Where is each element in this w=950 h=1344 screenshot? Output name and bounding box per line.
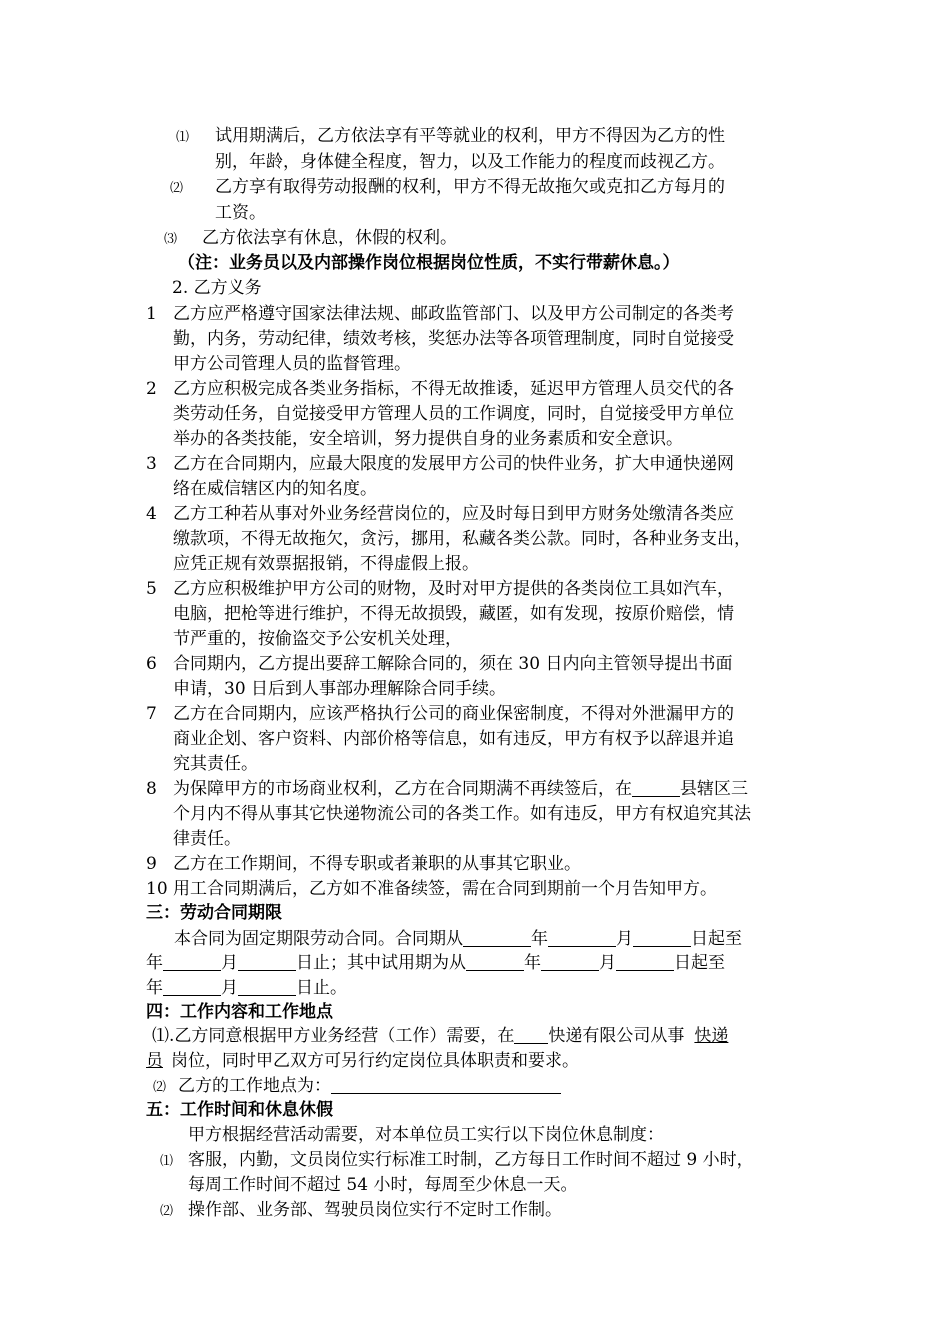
duty-number: 9 <box>146 854 157 874</box>
section-5-heading: 五：工作时间和休息休假 <box>146 1100 333 1120</box>
right-2-line-2: 工资。 <box>215 203 266 223</box>
contract-period-line-1: 本合同为固定期限劳动合同。合同期从 年 月 日起至 <box>174 929 742 949</box>
list-marker: ⑵ <box>170 181 184 196</box>
start-month-blank[interactable] <box>548 929 616 947</box>
standard-hours-line-2: 每周工作时间不超过 54 小时，每周至少休息一天。 <box>188 1175 578 1195</box>
duty-5-line-1: 乙方应积极维护甲方公司的财物，及时对甲方提供的各类岗位工具如汽车， <box>173 579 734 599</box>
duty-1-line-3: 甲方公司管理人员的监督管理。 <box>173 354 411 374</box>
rest-system-intro: 甲方根据经营活动需要，对本单位员工实行以下岗位休息制度： <box>188 1125 664 1145</box>
section-3-heading: 三：劳动合同期限 <box>146 903 282 923</box>
duty-9-line-1: 乙方在工作期间，不得专职或者兼职的从事其它职业。 <box>173 854 581 874</box>
duty-7-line-3: 究其责任。 <box>173 754 258 774</box>
work-location-blank[interactable] <box>331 1076 561 1094</box>
trial-start-year-blank[interactable] <box>466 953 524 971</box>
list-marker: ⑴ <box>160 1154 174 1169</box>
duty-1-line-1: 乙方应严格遵守国家法律法规、邮政监管部门、以及甲方公司制定的各类考 <box>173 304 734 324</box>
standard-hours-line-1: 客服，内勤，文员岗位实行标准工时制，乙方每日工作时间不超过 9 小时， <box>188 1150 754 1170</box>
trial-start-month-blank[interactable] <box>541 953 599 971</box>
duty-6-line-2: 申请，30 日后到人事部办理解除合同手续。 <box>173 679 507 699</box>
duty-number: 3 <box>146 454 157 474</box>
trial-end-month-blank[interactable] <box>163 978 221 996</box>
duty-number: 8 <box>146 779 157 799</box>
duty-number: 5 <box>146 579 157 599</box>
duty-2-line-3: 举办的各类技能，安全培训，努力提供自身的业务素质和安全意识。 <box>173 429 683 449</box>
right-3: 乙方依法享有休息，休假的权利。 <box>202 228 457 248</box>
duties-heading: 2. 乙方义务 <box>172 278 262 298</box>
duty-7-line-1: 乙方在合同期内，应该严格执行公司的商业保密制度，不得对外泄漏甲方的 <box>173 704 734 724</box>
duty-1-line-2: 勤，内务，劳动纪律，绩效考核，奖惩办法等各项管理制度，同时自觉接受 <box>173 329 734 349</box>
contract-period-line-2: 年 月 日止；其中试用期为从 年 月 日起至 <box>146 953 725 973</box>
right-1-line-2: 别，年龄，身体健全程度，智力，以及工作能力的程度而歧视乙方。 <box>215 152 725 172</box>
start-day-blank[interactable] <box>633 929 691 947</box>
duty-7-line-2: 商业企划、客户资料、内部价格等信息，如有违反，甲方有权予以辞退并追 <box>173 729 734 749</box>
right-2-line-1: 乙方享有取得劳动报酬的权利，甲方不得无故拖欠或克扣乙方每月的 <box>215 177 725 197</box>
duty-4-line-2: 缴款项，不得无故拖欠，贪污，挪用，私藏各类公款。同时，各种业务支出， <box>173 529 751 549</box>
duty-3-line-2: 络在威信辖区内的知名度。 <box>173 479 377 499</box>
duty-2-line-1: 乙方应积极完成各类业务指标，不得无故推诿，延迟甲方管理人员交代的各 <box>173 379 734 399</box>
end-day-blank[interactable] <box>238 953 296 971</box>
list-marker: ⑵ <box>160 1204 174 1219</box>
end-month-blank[interactable] <box>163 953 221 971</box>
duty-5-line-3: 节严重的，按偷盗交予公安机关处理， <box>173 629 462 649</box>
duty-8-line-1: 为保障甲方的市场商业权利，乙方在合同期满不再续签后，在 县辖区三 <box>173 779 748 799</box>
job-title-end: 员 <box>146 1051 163 1071</box>
flexible-hours: 操作部、业务部、驾驶员岗位实行不定时工作制。 <box>188 1200 562 1220</box>
work-location-line: 乙方的工作地点为： <box>178 1074 561 1098</box>
duty-number: 2 <box>146 379 157 399</box>
duty-8-line-2: 个月内不得从事其它快递物流公司的各类工作。如有违反，甲方有权追究其法 <box>173 804 751 824</box>
contract-period-line-3: 年 月 日止。 <box>146 978 347 998</box>
company-blank[interactable] <box>514 1026 548 1044</box>
duty-number: 1 <box>146 304 157 324</box>
rest-note: （注：业务员以及内部操作岗位根据岗位性质，不实行带薪休息。） <box>178 253 680 273</box>
duty-number: 6 <box>146 654 157 674</box>
duty-2-line-2: 类劳动任务，自觉接受甲方管理人员的工作调度，同时，自觉接受甲方单位 <box>173 404 734 424</box>
work-content-line-1: ⑴.乙方同意根据甲方业务经营（工作）需要，在 快递有限公司从事 快递 <box>152 1026 729 1046</box>
list-marker: ⑶ <box>164 232 178 247</box>
duty-number: 7 <box>146 704 157 724</box>
job-title: 快递 <box>694 1026 729 1046</box>
work-content-line-2: 员 岗位，同时甲乙双方可另行约定岗位具体职责和要求。 <box>146 1051 579 1071</box>
duty-4-line-3: 应凭正规有效票据报销，不得虚假上报。 <box>173 554 479 574</box>
list-marker: ⑴ <box>176 130 190 145</box>
duty-number: 4 <box>146 504 157 524</box>
duty-5-line-2: 电脑，把枪等进行维护，不得无故损毁，藏匿，如有发现，按原价赔偿，情 <box>173 604 734 624</box>
duty-10: 10 用工合同期满后，乙方如不准备续签，需在合同到期前一个月告知甲方。 <box>146 879 718 899</box>
trial-end-day-blank[interactable] <box>238 978 296 996</box>
start-year-blank[interactable] <box>463 929 531 947</box>
list-marker: ⑵ <box>153 1080 167 1095</box>
duty-4-line-1: 乙方工种若从事对外业务经营岗位的，应及时每日到甲方财务处缴清各类应 <box>173 504 734 524</box>
section-4-heading: 四：工作内容和工作地点 <box>146 1002 333 1022</box>
duty-3-line-1: 乙方在合同期内，应最大限度的发展甲方公司的快件业务，扩大申通快递网 <box>173 454 734 474</box>
right-1-line-1: 试用期满后，乙方依法享有平等就业的权利，甲方不得因为乙方的性 <box>215 126 725 146</box>
duty-6-line-1: 合同期内，乙方提出要辞工解除合同的，须在 30 日内向主管领导提出书面 <box>173 654 733 674</box>
trial-start-day-blank[interactable] <box>616 953 674 971</box>
county-blank[interactable] <box>632 779 680 797</box>
duty-8-line-3: 律责任。 <box>173 829 241 849</box>
